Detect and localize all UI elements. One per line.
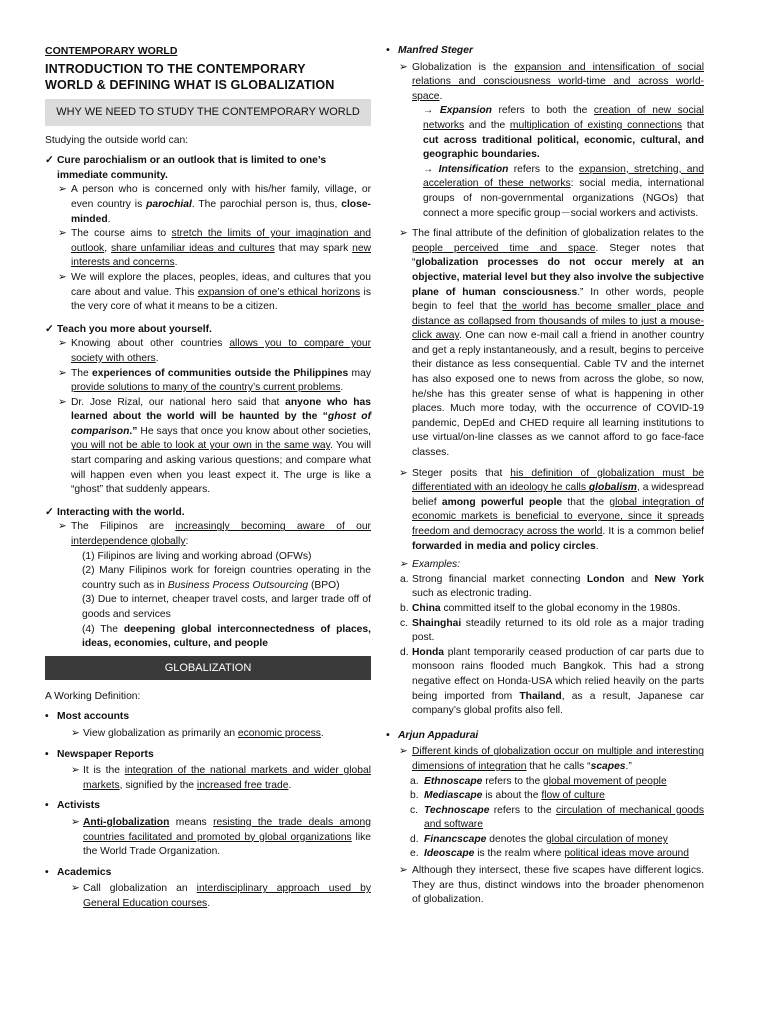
title-line-1: INTRODUCTION TO THE CONTEMPORARY	[45, 61, 306, 76]
reason-bullet: ➢ The Filipinos are increasingly becoming aware of our interdependence globally:	[45, 520, 371, 549]
scape-item	[386, 775, 704, 790]
examples-label: ➢ Examples:	[386, 558, 704, 573]
final-attribute-paragraph: ➢ The final attribute of the definition of globalization relates to the people perceived time and space. Steger notes that “globalization processes do not occur merely at an objective, material level but they also involve the subjective plane of human consciousness.” In other words, people begin to feel that the world has become smaller place and distance as collapsed from thousands of miles to just a mouse-click away. One can now e-mail call a friend in another country and get a reply instantaneously, and a result, begins to perceive their distance as less consequential. Cable TV and the internet has also exposed one to news from across the globe, so now, he/she has this greater sense of what is happening in other places. Much more today, with the occurrence of COVID-19 pandemic, DepEd and CHED require all learning institutions to use virtual/on-line classes as we cannot afford to go face-face classes.	[386, 227, 704, 461]
reason-bullet: ➢ Knowing about other countries allows you to compare your society with others.	[45, 337, 371, 366]
reason-bullet: ➢ A person who is concerned only with his/her family, village, or even country is parochial. The parochial person is, thus, close-minded.	[45, 183, 371, 227]
example-item	[386, 617, 704, 646]
example-label: a.	[400, 573, 409, 585]
globalism-paragraph: ➢ Steger posits that his definition of globalization must be differentiated with an ideology he calls globalism, a widespread belief among powerful people that the global integration of economic markets is beneficial to everyone, since it spreads freedom and democracy across the world. It is a common belief forwarded in media and policy circles.	[386, 467, 704, 555]
author-appadurai: • Arjun Appadurai	[386, 729, 704, 744]
definition-group: • Newspaper Reports	[45, 748, 371, 763]
intro-text: Studying the outside world can:	[45, 134, 189, 146]
scape-label: b.	[410, 790, 419, 802]
example-text: China committed itself to the global economy in the 1980s.	[412, 602, 681, 614]
closing-paragraph: ➢ Although they intersect, these five scapes have different logics. They are thus, distinct windows into the broader phenomenon of globalization.	[386, 864, 704, 908]
scape-text: Financscape denotes the global circulation of money	[424, 833, 668, 845]
example-text: Honda plant temporarily ceased production of car parts due to monsoon rains flooded much Bangkok. This had a strong negative effect on Honda-USA which relied heavily on the parts being imported from Thailand, as a result, Japanese car company’s global profits also fell.	[412, 646, 704, 717]
course-title: CONTEMPORARY WORLD	[45, 45, 178, 57]
example-label: c.	[400, 617, 409, 629]
scape-label: d.	[410, 833, 419, 845]
definition-text: ➢ Call globalization an interdisciplinary approach used by General Education courses.	[45, 882, 371, 911]
numbered-item: (4) The deepening global interconnectedness of places, ideas, economies, culture, and people	[82, 623, 371, 650]
working-definition-label: A Working Definition:	[45, 690, 141, 702]
scape-label: a.	[410, 775, 419, 787]
scape-text: Ethnoscape refers to the global movement of people	[424, 775, 667, 787]
definition-text: ➢ Anti-globalization means resisting the trade deals among countries facilitated and promoted by global organizations like the World Trade Organization.	[45, 816, 371, 860]
scape-label: e.	[410, 848, 419, 860]
appadurai-definition: ➢ Different kinds of globalization occur on multiple and interesting dimensions of integration that he calls “scapes.”	[386, 745, 704, 774]
scape-text: Technoscape refers to the circulation of mechanical goods and software	[424, 804, 704, 831]
steger-definition: ➢ Globalization is the expansion and intensification of social relations and consciousness world-time and across world-space.	[386, 61, 704, 105]
right-column	[386, 44, 704, 908]
reason-bullet: ➢ The experiences of communities outside the Philippines may provide solutions to many of the country’s current problems.	[45, 367, 371, 396]
reason-bullet: ➢ Dr. Jose Rizal, our national hero said that anyone who has learned about the world will be haunted by the “ghost of comparison.” He says that once you know about other societies, you will not be able to look at your own in the same way. You will start comparing and asking various questions; and compare what will happen even when you least expect it. The urge is like a “ghost” that suddenly appears.	[45, 396, 371, 498]
section-heading-globalization: GLOBALIZATION	[45, 656, 371, 680]
numbered-item: (2) Many Filipinos work for foreign countries operating in the country such as in Business Process Outsourcing (BPO)	[82, 565, 371, 591]
definition-group: • Most accounts	[45, 710, 371, 725]
left-column	[45, 44, 371, 912]
definition-group: • Activists	[45, 799, 371, 814]
reason-heading: ✓ Interacting with the world.	[45, 506, 371, 521]
example-label: b.	[400, 602, 409, 614]
scape-text: Ideoscape is the realm where political ideas move around	[424, 848, 690, 860]
scape-item	[386, 833, 704, 848]
example-text: Shainghai steadily returned to its old role as a major trading post.	[412, 617, 704, 644]
title-line-2: WORLD & DEFINING WHAT IS GLOBALIZATION	[45, 77, 335, 92]
document-title	[45, 61, 371, 93]
expansion-definition: → Expansion refers to both the creation of new social networks and the multiplication of existing connections that cut across traditional political, economic, cultural, and geographic boundaries.	[423, 105, 705, 161]
reason-bullet: ➢ We will explore the places, peoples, ideas, and cultures that you care about and value. This expansion of one’s ethical horizons is the very core of what it means to be a citizen.	[45, 271, 371, 315]
author-steger: • Manfred Steger	[386, 44, 704, 59]
reason-heading: ✓ Teach you more about yourself.	[45, 323, 371, 338]
scape-item	[386, 804, 704, 833]
scape-item	[386, 847, 704, 862]
intensification-definition: → Intensification refers to the expansion, stretching, and acceleration of these networks: social media, international groups of non-governmental organizations (NGOs) that connect a more specific group－social workers and activists.	[423, 163, 704, 219]
definition-group: • Academics	[45, 866, 371, 881]
definition-text: ➢ It is the integration of the national markets and wider global markets, signified by the increased free trade.	[45, 764, 371, 793]
reason-bullet: ➢ The course aims to stretch the limits of your imagination and outlook, share unfamiliar ideas and cultures that may spark new interests and concerns.	[45, 227, 371, 271]
example-item	[386, 573, 704, 602]
section-heading-why: WHY WE NEED TO STUDY THE CONTEMPORARY WORLD	[45, 99, 371, 126]
numbered-item: (3) Due to internet, cheaper travel costs, and larger trade off of goods and services	[82, 594, 371, 620]
reason-heading: ✓ Cure parochialism or an outlook that is limited to one’s immediate community.	[45, 154, 371, 183]
scape-label: c.	[410, 804, 419, 816]
scape-item	[386, 789, 704, 804]
example-text: Strong financial market connecting London and New York such as electronic trading.	[412, 573, 704, 600]
example-item	[386, 602, 704, 617]
example-item	[386, 646, 704, 719]
definition-text: ➢ View globalization as primarily an economic process.	[45, 727, 371, 742]
numbered-item: (1) Filipinos are living and working abroad (OFWs)	[82, 550, 312, 562]
scape-text: Mediascape is about the flow of culture	[424, 790, 605, 802]
example-label: d.	[400, 646, 409, 658]
